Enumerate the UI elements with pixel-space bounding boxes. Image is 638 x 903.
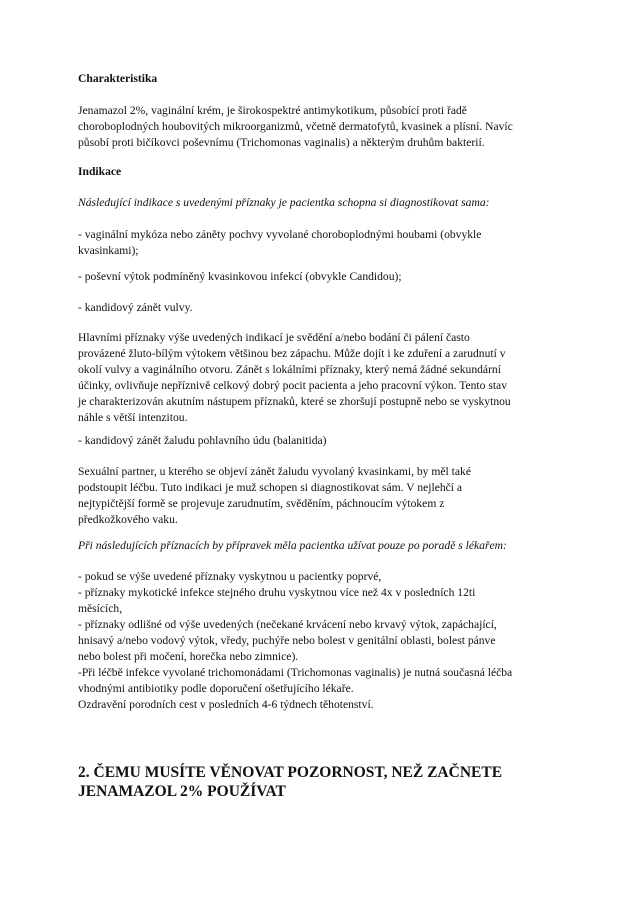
title-line: 2. ČEMU MUSÍTE VĚNOVAT POZORNOST, NEŽ ZAČNETE xyxy=(78,764,503,781)
indication-item-1 xyxy=(78,227,578,259)
heading-charakteristika: Charakteristika xyxy=(78,72,158,85)
title-line: JENAMAZOL 2% POUŽÍVAT xyxy=(78,783,286,800)
text-line: náhle s větší intenzitou. xyxy=(78,411,188,424)
text-line: měsících, xyxy=(78,602,123,615)
text-line: hnisavý a/nebo vodový výtok, vředy, puchýře nebo bolest v genitální oblasti, bolest pánve xyxy=(78,634,496,647)
text-line: -Při léčbě infekce vyvolané trichomonádami (Trichomonas vaginalis) je nutná současná léčba xyxy=(78,666,513,679)
text-line: - příznaky odlišné od výše uvedených (nečekané krvácení nebo krvavý výtok, zapáchající, xyxy=(78,618,497,631)
text-line: působí proti bičíkovci poševnímu (Trichomonas vaginalis) a některým druhům bakterií. xyxy=(78,136,485,149)
doctor-consult-intro: Při následujících příznacích by přípravek měla pacientka užívat pouze po poradě s lékařem: xyxy=(78,539,507,552)
text-line: podstoupit léčbu. Tuto indikaci je muž schopen si diagnostikovat sám. V nejlehčí a xyxy=(78,481,463,494)
paragraph-symptoms xyxy=(78,330,578,426)
paragraph-partner xyxy=(78,464,578,528)
text-line: Ozdravění porodních cest v posledních 4-6 týdnech těhotenství. xyxy=(78,698,374,711)
text-line: - příznaky mykotické infekce stejného druhu vyskytnou více než 4x v posledních 12ti xyxy=(78,586,476,599)
text-line: - pokud se výše uvedené příznaky vyskytnou u pacientky poprvé, xyxy=(78,570,382,583)
text-line: nebo bolest při močení, horečka nebo zimnice). xyxy=(78,650,299,663)
indikace-intro: Následující indikace s uvedenými příznaky je pacientka schopna si diagnostikovat sama: xyxy=(78,196,490,209)
indication-item-3: - kandidový zánět vulvy. xyxy=(78,301,193,314)
text-line: účinky, ovlivňuje nepříznivě celkový dobrý pocit pacienta a jeho pracovní výkon. Tento stav xyxy=(78,379,508,392)
heading-indikace: Indikace xyxy=(78,165,122,178)
text-line: je charakterizován akutním nástupem příznaků, které se zhoršují postupně nebo se vyskytnou xyxy=(78,395,511,408)
text-line: Sexuální partner, u kterého se objeví zánět žaludu vyvolaný kvasinkami, by měl také xyxy=(78,465,471,478)
text-line: Hlavními příznaky výše uvedených indikací je svědění a/nebo bodání či pálení často xyxy=(78,331,470,344)
text-line: nejtypičtější formě se projevuje zarudnutím, svěděním, páchnoucím výtokem z xyxy=(78,497,445,510)
indication-item-2: - poševní výtok podmíněný kvasinkovou infekcí (obvykle Candidou); xyxy=(78,270,402,283)
text-line: vhodnými antibiotiky podle doporučení ošetřujícího lékaře. xyxy=(78,682,354,695)
text-line: Jenamazol 2%, vaginální krém, je širokospektré antimykotikum, působící proti řadě xyxy=(78,104,467,117)
text-line: provázené žluto-bílým výtokem většinou bez zápachu. Může dojít i ke zduření a zarudnutí v xyxy=(78,347,506,360)
text-line: kvasinkami); xyxy=(78,244,139,257)
text-line: - vaginální mykóza nebo záněty pochvy vyvolané choroboplodnými houbami (obvykle xyxy=(78,228,482,241)
text-line: předkožkového vaku. xyxy=(78,513,178,526)
doctor-consult-list xyxy=(78,569,578,713)
indication-item-4: - kandidový zánět žaludu pohlavního údu (balanitida) xyxy=(78,434,327,447)
text-line: choroboplodných houbovitých mikroorganizmů, včetně dermatofytů, kvasinek a plísní. Navíc xyxy=(78,120,513,133)
text-line: okolí vulvy a vaginálního otvoru. Zánět s lokálními příznaky, který nemá žádné sekundární xyxy=(78,363,501,376)
section-2-title xyxy=(78,763,578,801)
paragraph-charakteristika xyxy=(78,103,578,151)
